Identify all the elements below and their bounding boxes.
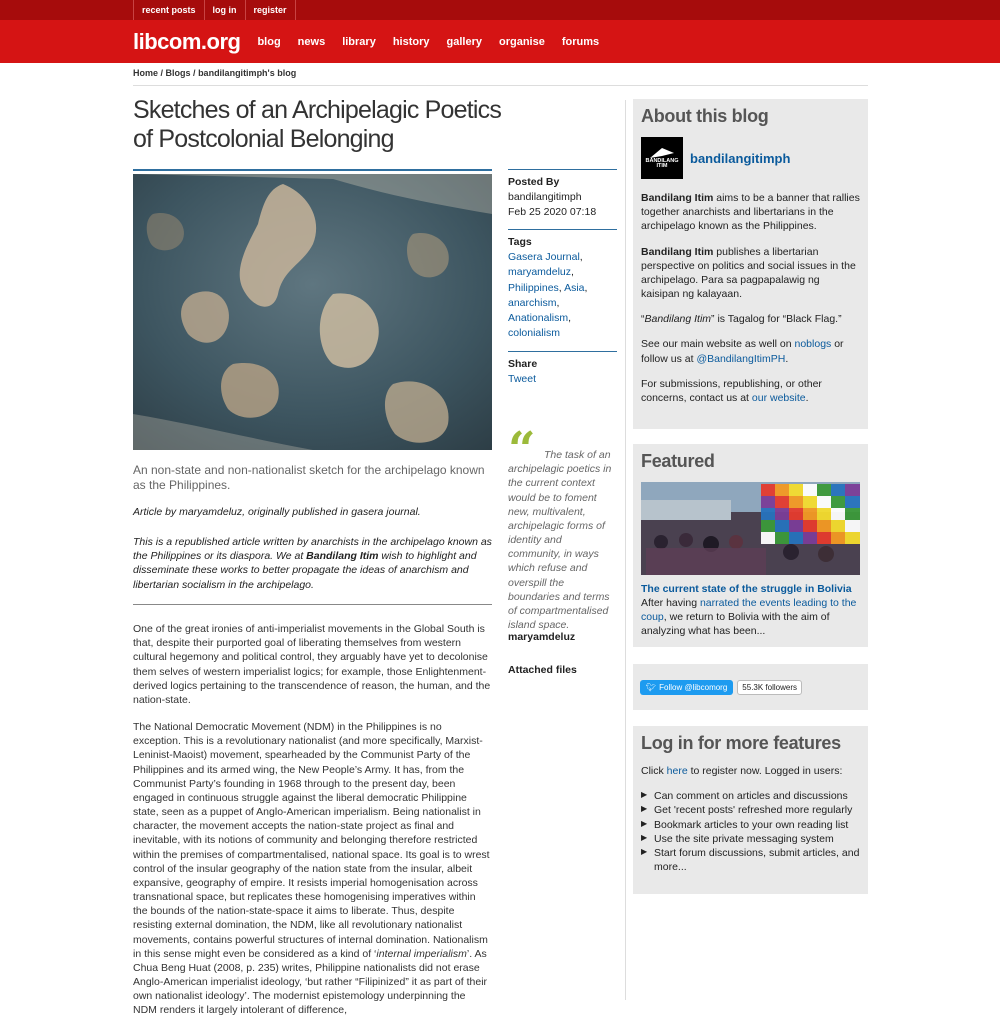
share-section (508, 351, 617, 387)
breadcrumb-home[interactable]: Home (133, 68, 159, 78)
article-paragraph: The National Democratic Movement (NDM) in the Philippines is no exception. This is a revolutionary nationalist (and more specifically, Marxist-Leninist-Maoist) movement, spearheaded by the Communist Party of the Philippines and its armed wing, the New People’s Army. It has, from the Communist Party’s founding in 1968 through to the present day, been engaged in continuous struggle against the liberal democratic Philippine state, seen as a puppet of Anglo-American imperialism. Being nationalist in character, the movement accepts the nation-state project as final and inevitable, with its notions of community and belonging therefore restricted within the premises of compartmentalised, national space. Its goal is to wrest control of the insular geography of the nation state from the insular, albeit expansive, geography of empire. It resists imperial homogenisation across transnational space, but replicates these homogenising imperatives within the bounds of the nation-state-space it aims to liberate. Thus, despite resisting external domination, the NDM, like all revolutionary nationalist movements, contains powerful structures of internal domination. Nationalism in this sense might even be considered as a kind of ‘internal imperialism’. As Chua Beng Huat (2008, p. 235) writes, Philippine nationalists did not erase Anglo-American imperialist ideology, ‘but rather “Filipinized” it as part of their own nationalist ideology’. The modernist epistemology underpinning the NDM renders it largely intolerant of difference, (133, 721, 490, 1017)
tweet-link[interactable]: Tweet (508, 373, 537, 386)
hero-image (133, 174, 492, 450)
featured-image[interactable] (641, 482, 860, 575)
republish-note: This is a republished article written by anarchists in the archipelago known as the Philippines or its diaspora. We at Bandilang Itim wish to highlight and disseminate these works to better propagate the ideas of anarchism and libertarian socialism in the archipelago. (133, 536, 492, 591)
twitter-follow-button[interactable]: 🐦︎ Follow @libcomorg (640, 680, 733, 695)
register-link[interactable]: register (245, 0, 296, 20)
list-item: ▶ Start forum discussions, submit articles, and more... (641, 846, 861, 874)
breadcrumb-separator: / (190, 68, 199, 78)
nav-organise[interactable]: organise (498, 35, 545, 48)
blog-author-name[interactable]: bandilangitimph (690, 150, 791, 166)
login-heading: Log in for more features (641, 733, 841, 753)
meta-divider (508, 229, 617, 230)
quote-icon: “ (508, 422, 536, 478)
flag-icon (649, 147, 675, 159)
article-lede: An non-state and non-nationalist sketch for the archipelago known as the Philippines. (133, 463, 485, 492)
hero-divider (133, 169, 492, 171)
website-link[interactable]: our website (751, 391, 806, 404)
pull-quote-author: maryamdeluz (508, 631, 576, 643)
posted-by-label: Posted By (508, 176, 560, 188)
twitter-widget (633, 664, 868, 710)
post-date: Feb 25 2020 07:18 (508, 206, 597, 219)
list-item: ▶ Can comment on articles and discussions (641, 789, 861, 803)
tag-link[interactable]: anarchism (508, 296, 557, 309)
featured-inline-link[interactable]: narrated the events leading to the coup (641, 597, 857, 624)
pull-quote: The task of an archipelagic poetics in the current context would be to foment new, multivalent, archipelagic forms of identity and community, in ways which refuse and overspill the boundaries and terms of compartmentalised island space. (508, 449, 612, 632)
register-here-link[interactable]: here (666, 765, 688, 777)
about-heading: About this blog (641, 106, 769, 126)
about-paragraph: Bandilang Itim aims to be a banner that rallies together anarchists and libertarians in the archipelago known as the Philippines. (641, 192, 860, 233)
list-item: ▶ Use the site private messaging system (641, 832, 861, 846)
featured-box (633, 444, 868, 647)
nav-history[interactable]: history (392, 35, 430, 48)
about-paragraph: See our main website as well on noblogs or follow us at @BandilangItimPH. (641, 338, 844, 365)
article-paragraph: One of the great ironies of anti-imperialist movements in the Global South is that, despite their purported goal of liberating themselves from western cultural hegemony and political control, they arguably have yet to decolonise them selves of western imperialist logics; for example, those Enlightenment-derived logics pertaining to the transcendence of reason, the human, and the nation-state. (133, 623, 491, 706)
post-author[interactable]: bandilangitimph (508, 191, 582, 204)
breadcrumb (133, 68, 868, 86)
post-tags (508, 229, 617, 342)
share-label: Share (508, 358, 538, 370)
list-item: ▶ Get 'recent posts' refreshed more regularly (641, 803, 861, 817)
wiphala-flag (761, 484, 860, 544)
tag-link[interactable]: Anationalism (508, 312, 569, 325)
log-in-link[interactable]: log in (204, 0, 245, 20)
site-header (0, 20, 1000, 63)
about-paragraph: For submissions, republishing, or other concerns, contact us at our website. (641, 377, 822, 404)
tag-link[interactable]: colonialism (508, 327, 560, 340)
featured-heading: Featured (641, 451, 715, 471)
nav-blog[interactable]: blog (257, 35, 281, 48)
tag-list: Gasera Journal, maryamdeluz, Philippines, Asia, anarchism, Anationalism, colonialism (508, 251, 588, 340)
tag-link[interactable]: Gasera Journal (508, 251, 580, 264)
tag-link[interactable]: maryamdeluz (508, 266, 572, 279)
about-paragraph: Bandilang Itim publishes a libertarian perspective on politics and social issues in the archipelago. Para sa pagpapalawig ng kaisipan ng kalayaan. (641, 245, 856, 301)
tag-link[interactable]: Asia (564, 281, 585, 294)
site-logo[interactable]: libcom.org (133, 28, 241, 54)
twitter-follower-count[interactable]: 55.3K followers (737, 680, 802, 695)
article-byline: Article by maryamdeluz, originally published in gasera journal. (133, 506, 421, 518)
main-nav (257, 36, 616, 48)
twitter-bird-icon: 🐦︎ (646, 682, 657, 692)
login-intro: Click here to register now. Logged in users: (641, 765, 843, 777)
attached-files-heading: Attached files (508, 664, 577, 676)
blog-author (641, 137, 861, 179)
breadcrumb-current[interactable]: bandilangitimph's blog (198, 68, 297, 78)
recent-posts-link[interactable]: recent posts (133, 0, 204, 20)
breadcrumb-blogs[interactable]: Blogs (165, 68, 191, 78)
featured-article-title[interactable]: The current state of the struggle in Bolivia (641, 583, 852, 595)
tag-link[interactable]: Philippines (508, 281, 559, 294)
about-paragraph: “Bandilang Itim” is Tagalog for “Black Flag.” (641, 313, 842, 326)
meta-divider (508, 169, 617, 170)
nav-library[interactable]: library (342, 35, 376, 48)
sidebar-divider (625, 100, 626, 1000)
twitter-handle-link[interactable]: @BandilangItimPH (696, 352, 786, 365)
post-meta (508, 169, 617, 221)
login-features-box (633, 726, 868, 894)
noblogs-link[interactable]: noblogs (794, 338, 832, 351)
about-blog-box (633, 99, 868, 429)
article-title: Sketches of an Archipelagic Poetics of Postcolonial Belonging (133, 96, 502, 153)
tags-label: Tags (508, 236, 532, 248)
meta-divider (508, 351, 617, 352)
nav-gallery[interactable]: gallery (446, 35, 482, 48)
breadcrumb-separator: / (158, 68, 166, 78)
feature-list (641, 789, 861, 874)
avatar[interactable]: BANDILANG ITIM (641, 137, 683, 179)
intro-divider (133, 604, 492, 605)
featured-summary: After having narrated the events leading to the coup, we return to Bolivia with the aim of analyzing what has been... (641, 597, 857, 638)
nav-forums[interactable]: forums (561, 35, 600, 48)
nav-news[interactable]: news (297, 35, 326, 48)
top-bar (0, 0, 1000, 20)
list-item: ▶ Bookmark articles to your own reading list (641, 818, 861, 832)
